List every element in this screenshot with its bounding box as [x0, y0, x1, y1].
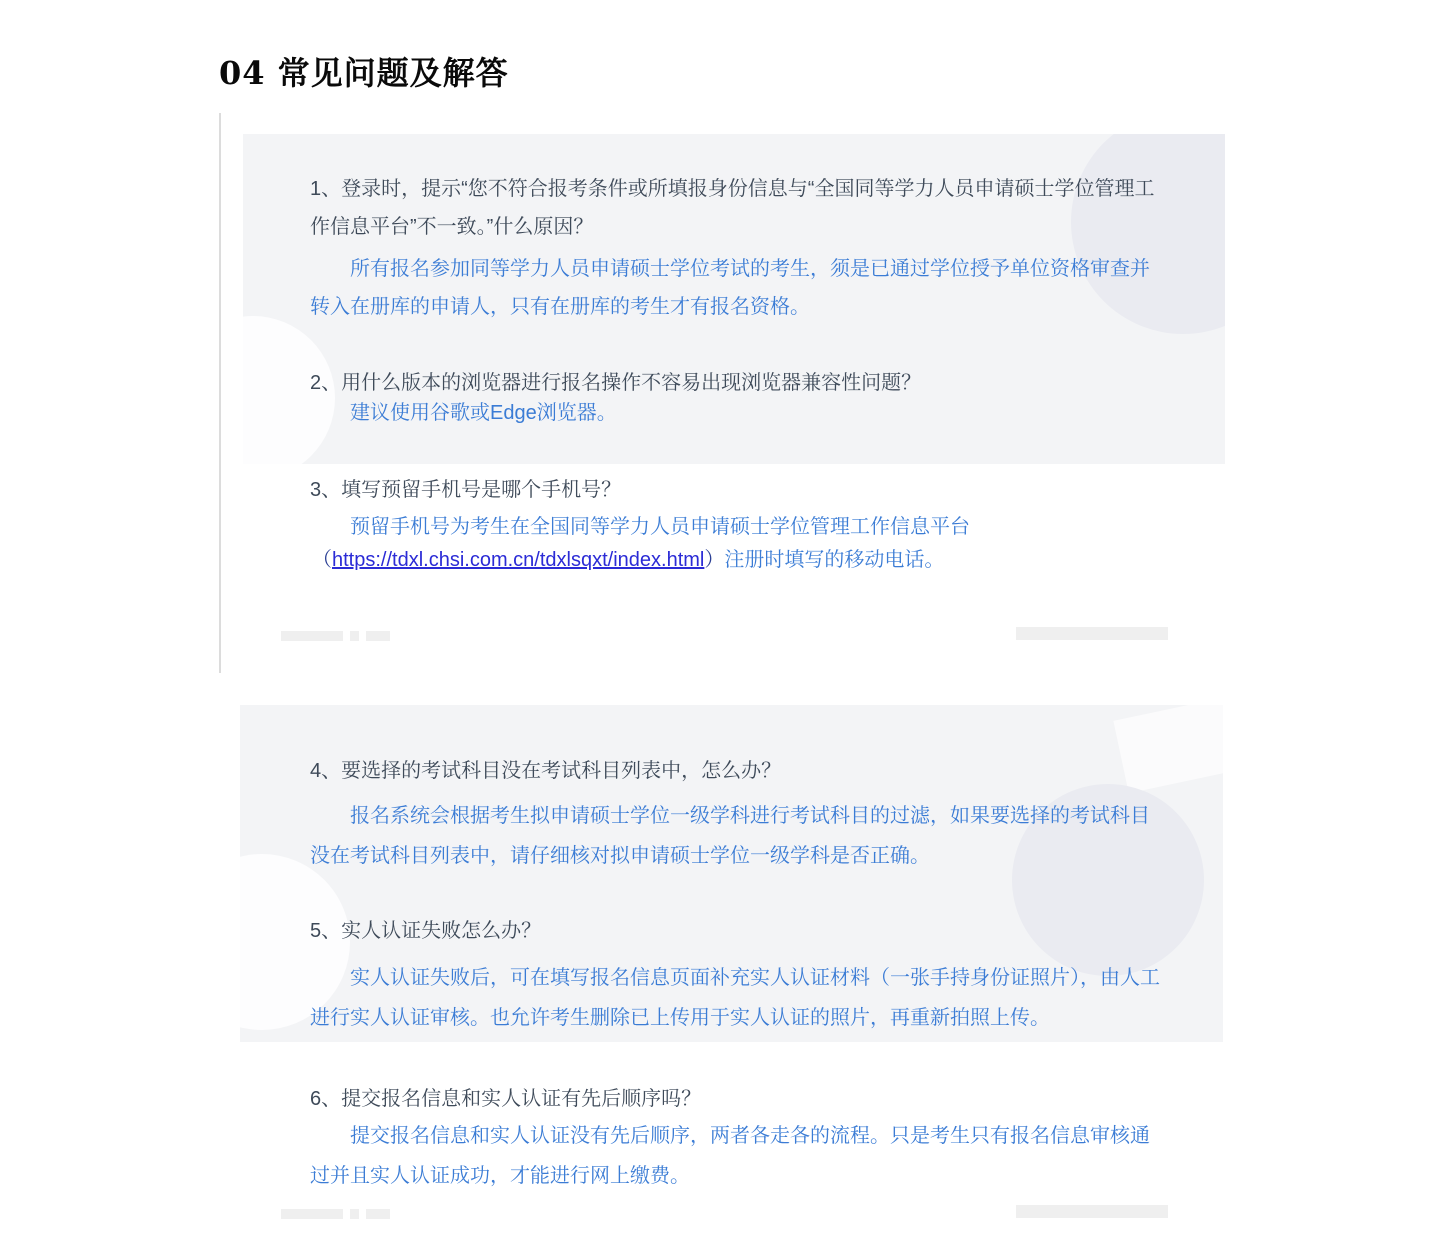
- faq-answer-4: 报名系统会根据考生拟申请硕士学位一级学科进行考试科目的过滤，如果要选择的考试科目没在考试科目列表中，请仔细核对拟申请硕士学位一级学科是否正确。: [310, 805, 1150, 867]
- faq-answer-2: 建议使用谷歌或Edge浏览器。: [350, 402, 617, 424]
- faq-answer-6: 提交报名信息和实人认证没有先后顺序，两者各走各的流程。只是考生只有报名信息审核通过并且实人认证成功，才能进行网上缴费。: [310, 1125, 1150, 1187]
- footer-placeholder-bar: [350, 1209, 359, 1219]
- page-title: 04 常见问题及解答: [219, 54, 509, 92]
- faq-answer-5: 实人认证失败后，可在填写报名信息页面补充实人认证材料（一张手持身份证照片），由人工进行实人认证审核。也允许考生删除已上传用于实人认证的照片，再重新拍照上传。: [310, 967, 1160, 1029]
- faq-question-1: 1、登录时，提示“您不符合报考条件或所填报身份信息与“全国同等学力人员申请硕士学位管理工作信息平台”不一致。”什么原因？: [310, 178, 1155, 238]
- footer-placeholder-bar: [281, 1209, 343, 1219]
- faq-answer-3-tail: 注册时填写的移动电话。: [724, 549, 945, 571]
- faq-question-2: 2、用什么版本的浏览器进行报名操作不容易出现浏览器兼容性问题？: [310, 372, 922, 394]
- faq-question-3: 3、填写预留手机号是哪个手机号？: [310, 479, 622, 501]
- link-paren-close: ）: [704, 549, 725, 571]
- footer-placeholder-bar: [350, 631, 359, 641]
- faq-question-6: 6、提交报名信息和实人认证有先后顺序吗？: [310, 1088, 702, 1110]
- footer-placeholder-bar: [366, 1209, 390, 1219]
- footer-placeholder-bar: [1016, 1205, 1168, 1218]
- faq-answer-link[interactable]: https://tdxl.chsi.com.cn/tdxlsqxt/index.html: [332, 549, 705, 571]
- faq-answer-3-line1: 预留手机号为考生在全国同等学力人员申请硕士学位管理工作信息平台: [350, 516, 970, 538]
- link-paren-open: （: [312, 549, 332, 571]
- faq-question-5: 5、实人认证失败怎么办？: [310, 920, 542, 942]
- footer-placeholder-bar: [366, 631, 390, 641]
- faq-answer-1: 所有报名参加同等学力人员申请硕士学位考试的考生，须是已通过学位授予单位资格审查并转入在册库的申请人，只有在册库的考生才有报名资格。: [310, 258, 1150, 318]
- section-divider-line: [219, 113, 221, 673]
- footer-placeholder-bar: [1016, 627, 1168, 640]
- faq-answer-3-line2: [312, 541, 1162, 579]
- footer-placeholder-bar: [281, 631, 343, 641]
- faq-question-4: 4、要选择的考试科目没在考试科目列表中，怎么办？: [310, 760, 782, 782]
